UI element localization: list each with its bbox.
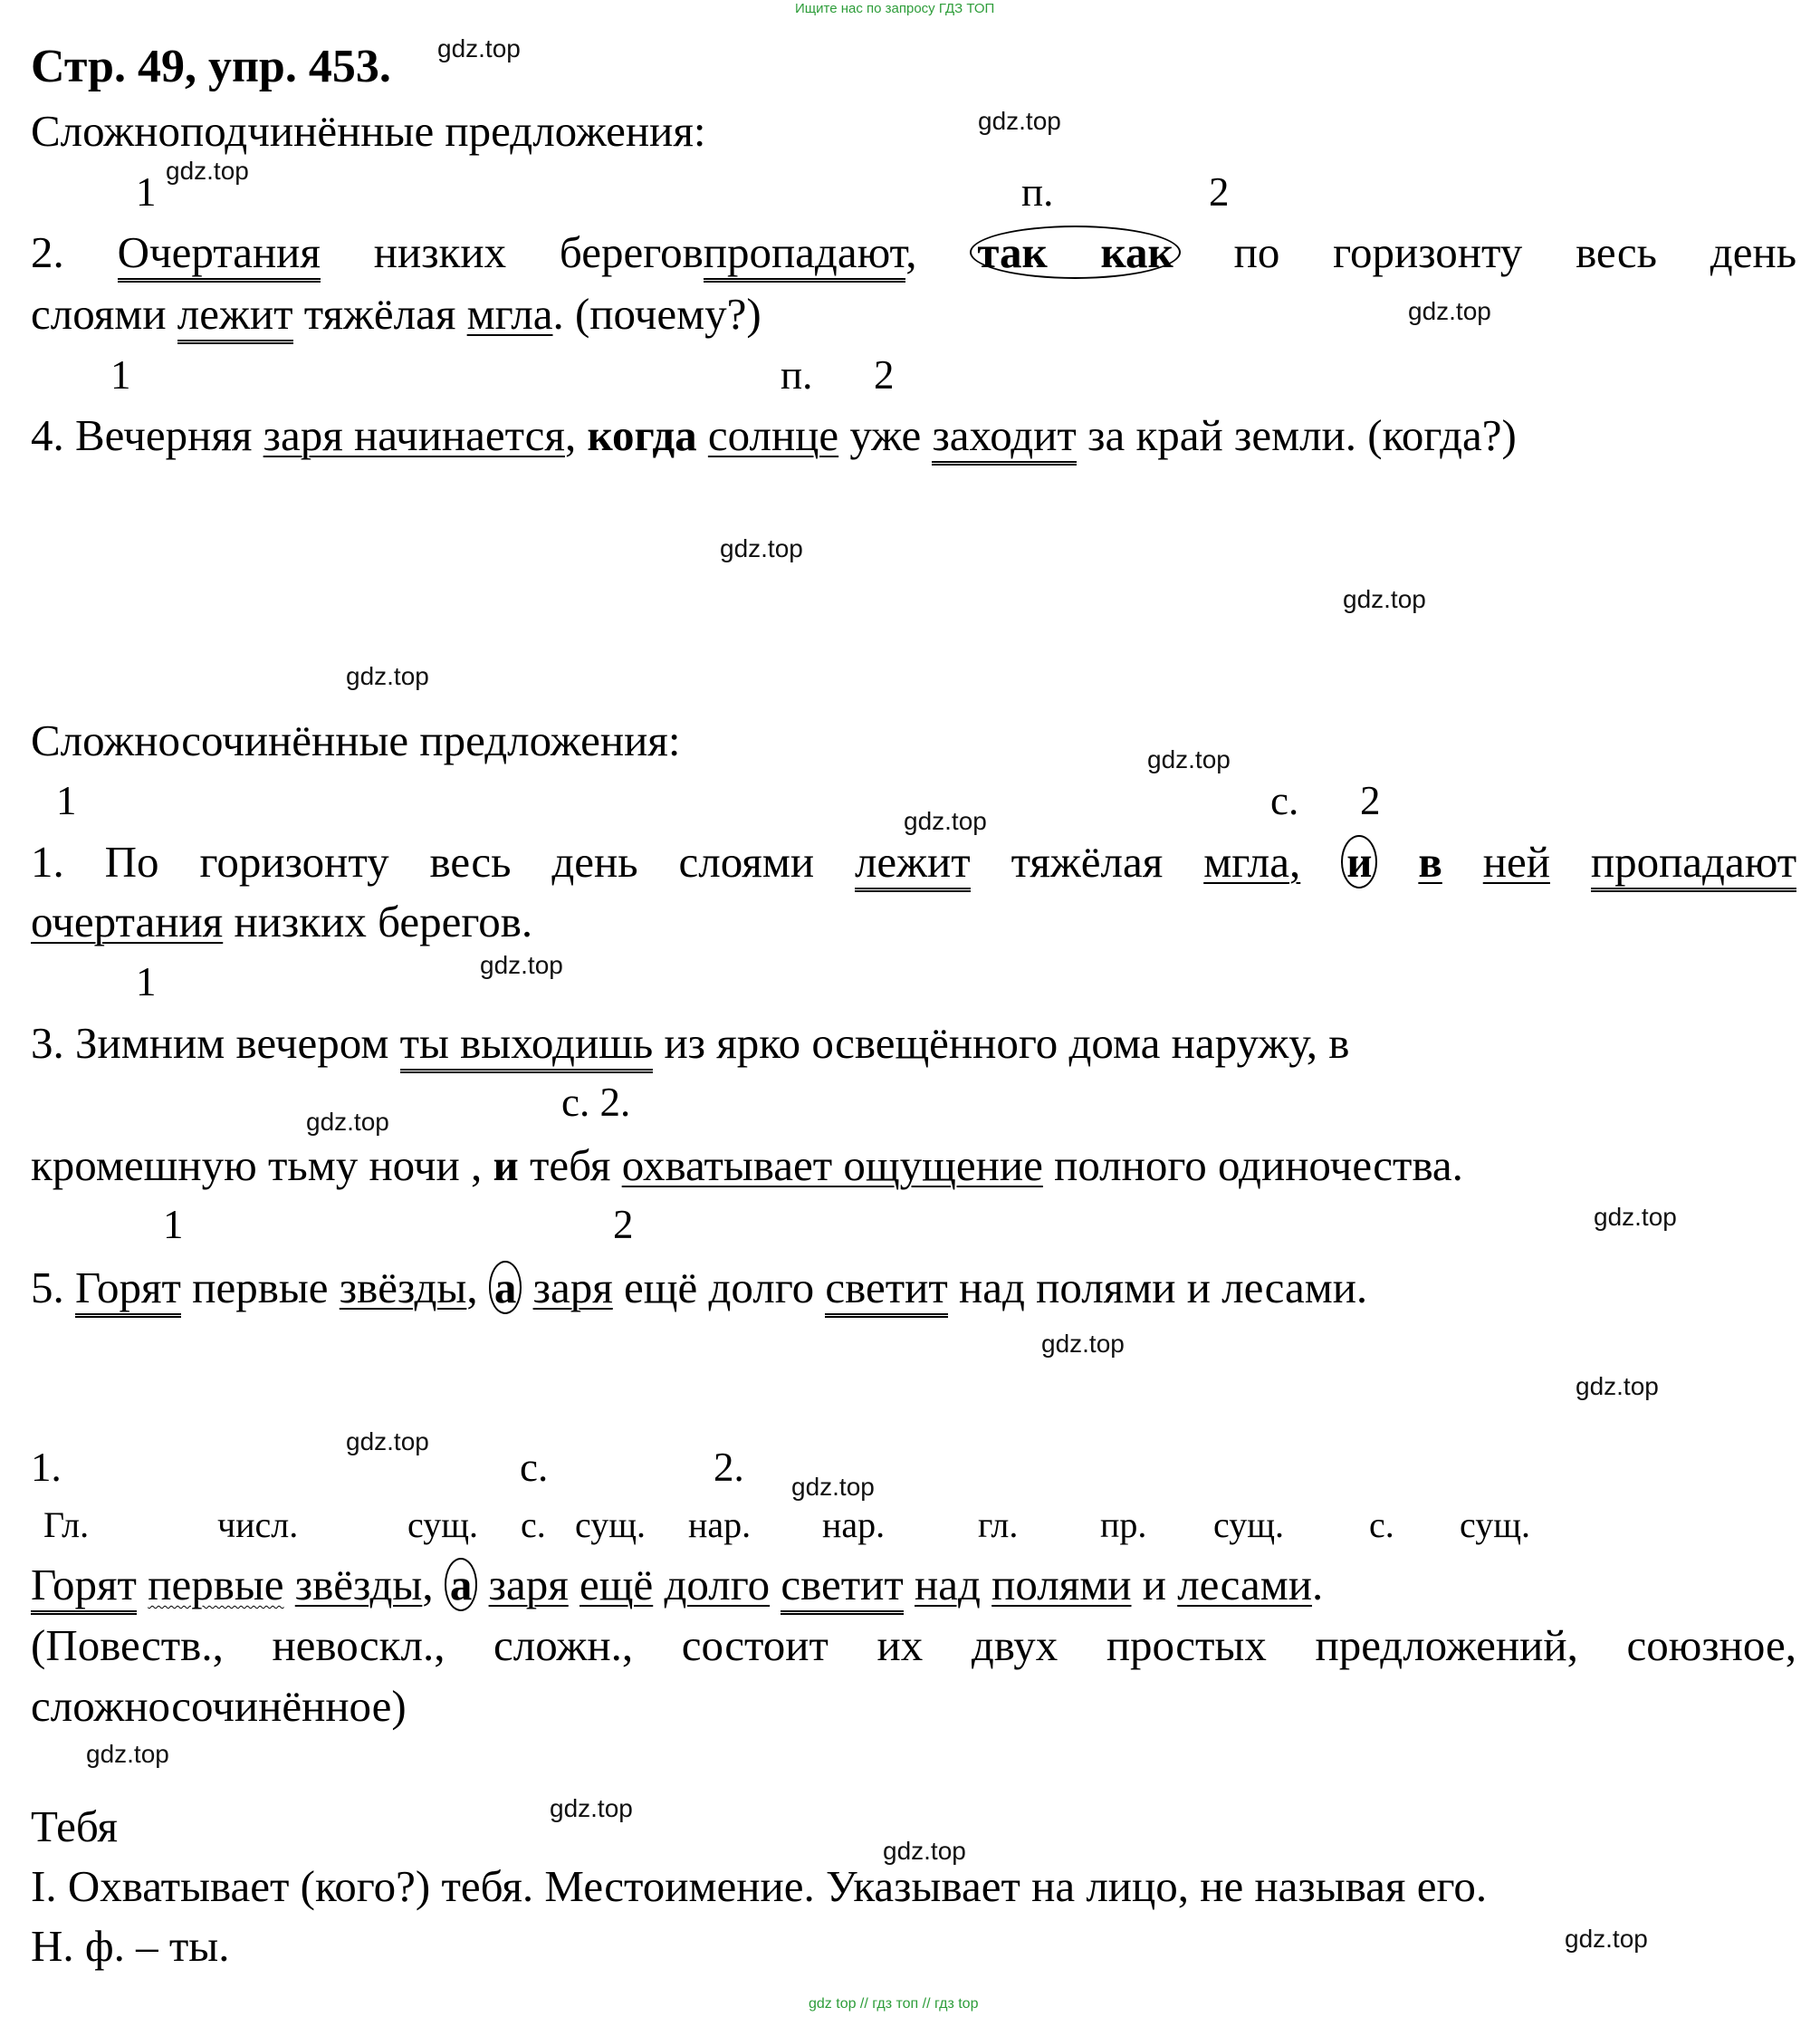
punct: , — [905, 227, 917, 277]
section-heading-compound: Сложносочинённые предложения: — [31, 716, 681, 765]
watermark: gdz.top — [346, 662, 429, 690]
word: в — [1418, 837, 1442, 887]
text-run: Зимним вечером — [75, 1018, 389, 1068]
pos-label: сущ. — [1460, 1504, 1531, 1545]
conjunction-circled: так как — [970, 226, 1180, 279]
pos-label: гл. — [978, 1504, 1019, 1545]
sentence-2-line-2 — [31, 289, 762, 339]
watermark: gdz.top — [883, 1837, 966, 1865]
word: ней — [1482, 837, 1550, 887]
word-predicate: лежит — [177, 289, 293, 344]
analysis-sentence — [31, 1562, 1323, 1607]
watermark: gdz.top — [1594, 1203, 1677, 1231]
watermark: gdz.top — [346, 1427, 429, 1455]
conjunction-circled: а — [489, 1261, 522, 1314]
pos-label: числ. — [217, 1504, 299, 1545]
morph-line-2: Н. ф. – ты. — [31, 1921, 230, 1971]
word: тебя — [530, 1140, 611, 1190]
conjunction: когда — [587, 410, 697, 460]
word-adverb: долго — [664, 1560, 771, 1609]
pos-label: Гл. — [43, 1504, 90, 1545]
conjunction: и — [493, 1140, 519, 1190]
watermark: gdz.top — [550, 1794, 633, 1822]
word-predicate: пропадают — [1591, 837, 1796, 892]
sentence-number: 5. — [31, 1263, 64, 1312]
watermark: gdz.top — [1408, 297, 1491, 325]
text-run: за край земли. (когда?) — [1087, 410, 1517, 460]
watermark: gdz.top — [1147, 745, 1231, 773]
word-preposition: над — [915, 1560, 981, 1609]
word-subject: звёзды — [294, 1560, 423, 1609]
word-subject: Очертания — [118, 227, 321, 283]
sentence-1-line-2 — [31, 899, 532, 944]
footer-note: gdz top // гдз топ // гдз top — [809, 1996, 979, 2012]
clause-mark: 1 — [56, 778, 77, 823]
watermark: gdz.top — [306, 1108, 389, 1136]
watermark: gdz.top — [86, 1740, 169, 1768]
clause-mark: п. — [1021, 169, 1054, 215]
clause-mark: 1 — [163, 1202, 184, 1247]
clause-mark: с. 2. — [561, 1080, 631, 1125]
word: низких — [373, 227, 507, 277]
sentence-3-line-1 — [31, 1018, 1350, 1068]
text-run: по горизонту весь день — [1233, 227, 1797, 277]
sentence-3-line-2 — [31, 1140, 1463, 1190]
pos-label: нар. — [822, 1504, 886, 1545]
word-predicate: светит — [781, 1560, 903, 1615]
clause-mark: 2. — [714, 1445, 744, 1490]
clause-mark: 1 — [110, 352, 131, 398]
analysis-description-line-1: (Повеств., невоскл., сложн., состоит их двух простых предложений, союзное, — [31, 1620, 1796, 1670]
text-run: над полями и лесами. — [959, 1263, 1368, 1312]
word-predicate-subject: охватывает ощущение — [621, 1140, 1043, 1190]
word-object: лесами — [1177, 1560, 1312, 1609]
watermark: gdz.top — [791, 1473, 875, 1501]
word-subject: очертания — [31, 897, 224, 946]
pos-label: сущ. — [407, 1504, 479, 1545]
word-subject: мгла, — [1203, 837, 1301, 887]
word: слоями — [31, 289, 167, 339]
sentence-number: 3. — [31, 1018, 64, 1068]
watermark: gdz.top — [1576, 1372, 1659, 1400]
question: . (почему?) — [552, 289, 762, 339]
punct: , — [459, 1140, 493, 1190]
sentence-number: 4. — [31, 410, 64, 460]
word-predicate: Горят — [31, 1560, 137, 1615]
morph-word: Тебя — [31, 1801, 119, 1851]
word-predicate: пропадают — [704, 227, 906, 283]
word: уже — [849, 410, 922, 460]
conjunction-circled: а — [445, 1558, 478, 1611]
word: тяжёлая — [1011, 837, 1164, 887]
watermark: gdz.top — [978, 107, 1061, 135]
punct: . — [1311, 1560, 1324, 1609]
word-predicate: Горят — [75, 1263, 181, 1318]
clause-mark: с. — [520, 1445, 549, 1490]
section-heading-complex: Сложноподчинённые предложения: — [31, 106, 706, 156]
word: и — [1142, 1560, 1166, 1609]
punct: , — [466, 1263, 478, 1312]
sentence-4 — [31, 410, 1517, 460]
clause-mark: 2 — [1209, 169, 1230, 215]
watermark: gdz.top — [1565, 1925, 1648, 1953]
watermark: gdz.top — [480, 951, 563, 979]
word-subject: заря — [532, 1263, 613, 1312]
word-adverb: ещё — [580, 1560, 654, 1609]
conjunction-circled: и — [1341, 835, 1377, 888]
clause-mark: 2 — [1360, 778, 1381, 823]
clause-mark: 1 — [136, 169, 157, 215]
word-subject-predicate: ты выходишь — [400, 1018, 654, 1073]
word-predicate: светит — [825, 1263, 947, 1318]
word-subject: солнце — [707, 410, 839, 460]
text-run: ещё долго — [624, 1263, 815, 1312]
analysis-description-line-2: сложносочинённое) — [31, 1681, 407, 1731]
pos-label: сущ. — [1213, 1504, 1285, 1545]
word-predicate: заходит — [932, 410, 1076, 466]
text-run: из ярко освещённого дома наружу, в — [664, 1018, 1350, 1068]
watermark: gdz.top — [720, 534, 803, 562]
word-attribute: первые — [148, 1560, 284, 1609]
sentence-2-line-1 — [31, 227, 1797, 277]
sentence-5 — [31, 1265, 1367, 1310]
clause-mark: с. — [1270, 778, 1299, 823]
word-subject: мгла — [466, 289, 553, 339]
punct: , — [422, 1560, 434, 1609]
clause-mark: 1. — [31, 1445, 62, 1490]
word-predicate: лежит — [855, 837, 971, 892]
word-object: полями — [991, 1560, 1132, 1609]
clause-mark: 2 — [874, 352, 895, 398]
pos-label: с. — [1369, 1504, 1394, 1545]
watermark: gdz.top — [166, 157, 249, 185]
word: Вечерняя — [75, 410, 253, 460]
morph-line-1: I. Охватывает (кого?) тебя. Местоимение. Указывает на лицо, не называя его. — [31, 1861, 1488, 1911]
word: тяжёлая — [303, 289, 456, 339]
watermark: gdz.top — [1041, 1330, 1125, 1358]
sentence-number: 2. — [31, 227, 64, 277]
clause-mark: п. — [781, 352, 813, 398]
pos-label: нар. — [688, 1504, 752, 1545]
pos-label: сущ. — [575, 1504, 647, 1545]
clause-mark: 1 — [136, 959, 157, 1004]
word-subject: заря — [488, 1560, 569, 1609]
top-search-note: Ищите нас по запросу ГДЗ ТОП — [795, 1, 995, 16]
sentence-number: 1. — [31, 837, 64, 887]
clause-mark: 2 — [613, 1202, 634, 1247]
word: берегов — [559, 227, 704, 277]
page-title: Стр. 49, упр. 453. — [31, 41, 391, 92]
punct: , — [564, 410, 577, 460]
text-run: низких берегов. — [234, 897, 533, 946]
watermark: gdz.top — [904, 807, 987, 835]
word-subject-predicate: заря начинается — [263, 410, 565, 460]
word-subject: звёзды — [339, 1263, 467, 1312]
text-run: полного одиночества. — [1054, 1140, 1463, 1190]
word: первые — [192, 1263, 329, 1312]
text-run: кромешную тьму ночи — [31, 1140, 460, 1190]
text-run: По горизонту весь день слоями — [104, 837, 815, 887]
watermark: gdz.top — [1343, 585, 1426, 613]
sentence-1-line-1 — [31, 837, 1797, 887]
watermark: gdz.top — [437, 34, 521, 62]
pos-label: пр. — [1100, 1504, 1147, 1545]
pos-label: с. — [521, 1504, 546, 1545]
